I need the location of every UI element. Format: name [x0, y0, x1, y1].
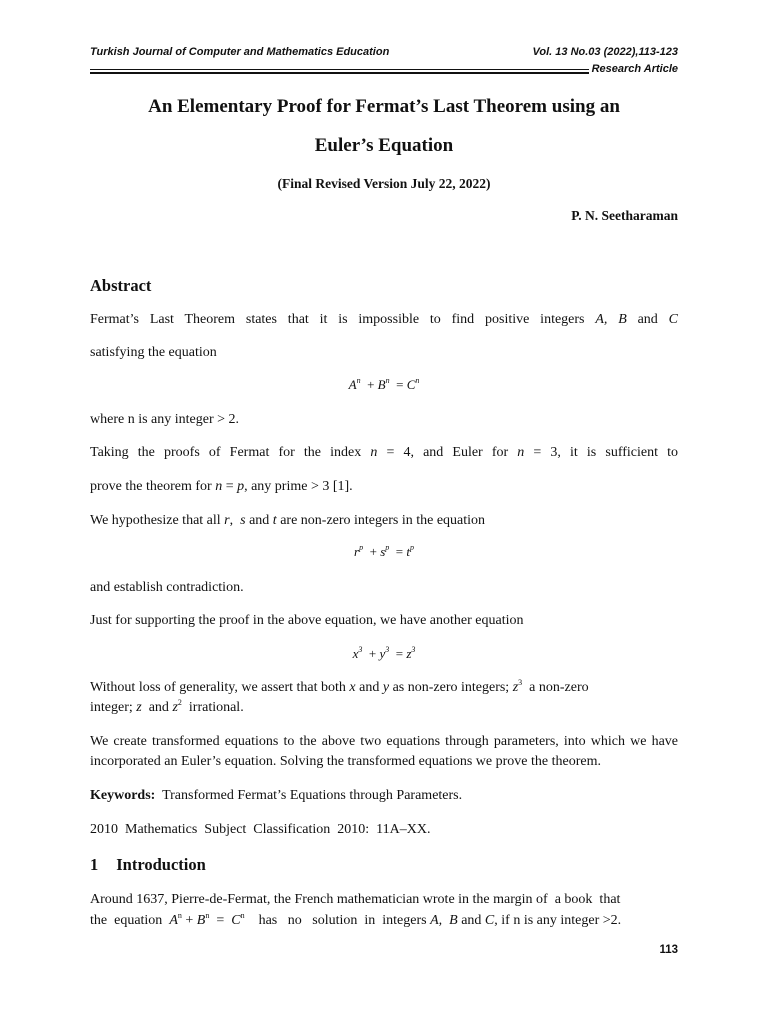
equation-prime: $r^p + s^p = t^p$ [354, 543, 414, 559]
abstract-paragraph-5: and establish contradiction. [90, 580, 244, 595]
abstract-paragraph-1-line2: satisfying the equation [90, 345, 217, 360]
abstract-paragraph-8: We create transformed equations to the above two equations through parameters, into which we have incorporated an Euler’s equation. Solving the transformed equations we prove the theorem. [90, 734, 678, 769]
article-type: Research Article [589, 63, 678, 75]
abstract-heading: Abstract [90, 276, 152, 295]
author-name: P. N. Seetharaman [571, 208, 678, 223]
version-note: (Final Revised Version July 22, 2022) [277, 176, 491, 191]
keywords-label: Keywords: [90, 788, 156, 803]
abstract-paragraph-7-line2: integer; z and $z^2$ irrational. [90, 698, 244, 715]
page-number: 113 [659, 944, 678, 956]
header-rule-bottom [90, 72, 590, 74]
abstract-paragraph-4: We hypothesize that all r, s and t are non-zero integers in the equation [90, 513, 486, 528]
section-number: 1 [90, 855, 99, 874]
journal-name: Turkish Journal of Computer and Mathematics Education [90, 46, 390, 58]
section-heading-introduction: 1 Introduction [90, 855, 206, 874]
msc-classification: 2010 Mathematics Subject Classification 2010: 11A–XX. [90, 822, 431, 837]
abstract-paragraph-7: Without loss of generality, we assert that both x and y as non-zero integers; $z^3$ a non-zero [90, 678, 589, 695]
abstract-paragraph-1: Fermat’s Last Theorem states that it is impossible to find positive integers A, B and C [90, 312, 678, 327]
intro-paragraph-line1: Around 1637, Pierre-de-Fermat, the French mathematician wrote in the margin of a book that [90, 892, 621, 907]
equation-cubic: $x^3 + y^3 = z^3$ [352, 645, 416, 661]
intro-paragraph-line2: the equation $A^n + B^n = C^n$ has no solution in integers A, B and C, if n is any integer >2. [90, 911, 622, 928]
paper-title-line2: Euler’s Equation [314, 135, 454, 156]
volume-info: Vol. 13 No.03 (2022),113-123 [532, 46, 678, 58]
abstract-paragraph-2: where n is any integer > 2. [90, 412, 240, 427]
abstract-paragraph-3-line2: prove the theorem for n = p, any prime > 3 [1]. [90, 479, 353, 494]
running-header [90, 46, 678, 80]
equation-fermat: $A^n + B^n = C^n$ [348, 376, 420, 392]
abstract-paragraph-3: Taking the proofs of Fermat for the index n = 4, and Euler for n = 3, it is sufficient to [90, 445, 678, 460]
abstract-paragraph-6: Just for supporting the proof in the above equation, we have another equation [90, 613, 524, 628]
keywords: Keywords: Transformed Fermat’s Equations through Parameters. [90, 788, 463, 803]
paper-title-line1: An Elementary Proof for Fermat’s Last Theorem using an [148, 96, 620, 117]
